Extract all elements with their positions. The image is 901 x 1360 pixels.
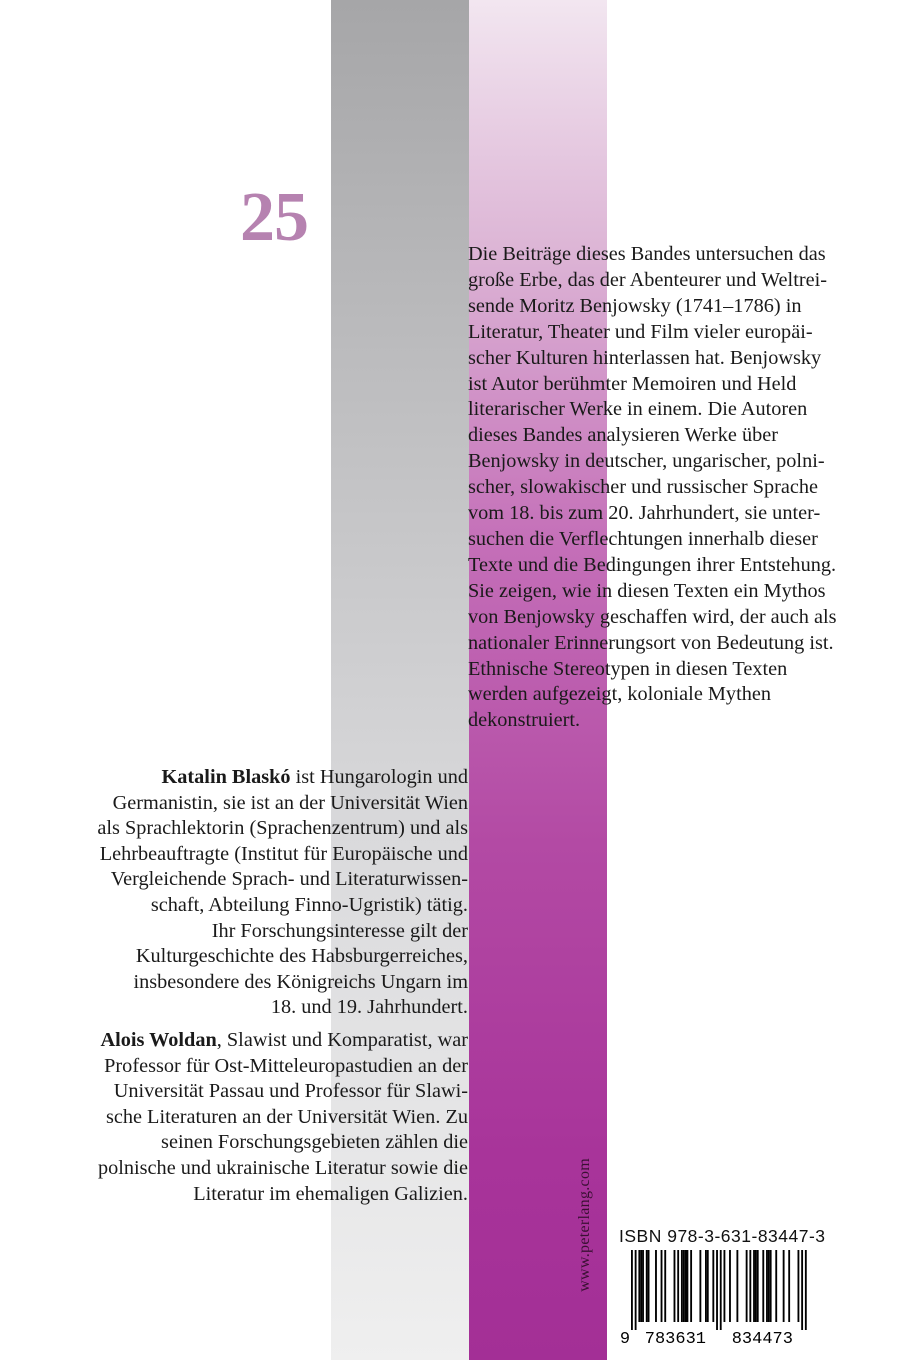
description-line: große Erbe, das der Abenteurer und Weltrei- <box>468 268 827 291</box>
bio-line: als Sprachlektorin (Sprachenzentrum) und als <box>97 817 468 840</box>
bio-line: Germanistin, sie ist an der Universität Wien <box>112 791 468 814</box>
barcode-bar <box>805 1250 807 1330</box>
description-line: Literatur, Theater und Film vieler europäi- <box>468 320 813 343</box>
description-line: literarischer Werke in einem. Die Autoren <box>468 398 808 421</box>
description-line: Benjowsky in deutscher, ungarischer, polni- <box>468 450 825 473</box>
barcode-bar <box>640 1250 642 1322</box>
barcode-bar <box>768 1250 770 1322</box>
bio-line: Vergleichende Sprach- und Literaturwissen- <box>110 868 468 891</box>
description-line: von Benjowsky geschaffen wird, der auch als <box>468 605 837 628</box>
description-line: scher, slowakischer und russischer Sprache <box>468 476 819 499</box>
bio-first-line <box>60 1028 468 1054</box>
bio-text: , Slawist und Komparatist, war <box>216 1028 468 1051</box>
barcode-bar <box>635 1250 637 1330</box>
barcode-bar <box>638 1250 640 1322</box>
barcode-bar <box>749 1250 751 1322</box>
bio-first-line <box>60 765 468 791</box>
barcode-bar <box>716 1250 718 1330</box>
barcode-bar <box>664 1250 666 1322</box>
bio-line: insbesondere des Königreichs Ungarn im <box>133 970 468 993</box>
barcode-bar <box>783 1250 785 1322</box>
barcode-bar <box>736 1250 738 1322</box>
barcode-bar <box>674 1250 676 1322</box>
barcode-bar <box>683 1250 685 1322</box>
description-line: Texte und die Bedingungen ihrer Entstehung. <box>468 553 837 576</box>
barcode-bar <box>724 1250 726 1322</box>
barcode-bar <box>775 1250 777 1322</box>
bio-line: Universität Passau und Professor für Slawi- <box>113 1080 468 1103</box>
barcode-bar <box>753 1250 755 1322</box>
barcode-bar <box>661 1250 663 1322</box>
description-line: dekonstruiert. <box>468 709 581 732</box>
barcode-bar <box>720 1250 722 1330</box>
barcode-bar <box>642 1250 644 1322</box>
isbn-barcode-block <box>619 1226 826 1346</box>
book-description <box>468 242 868 734</box>
bio-line: seinen Forschungsgebieten zählen die <box>161 1131 468 1154</box>
author-bio-woldan <box>60 1028 468 1207</box>
barcode-bar <box>705 1250 707 1322</box>
barcode-digits: 9 <box>619 1330 631 1346</box>
author-bios <box>60 765 468 1207</box>
description-line: scher Kulturen hinterlassen hat. Benjowsky <box>468 346 822 369</box>
isbn-label: ISBN 978-3-631-83447-3 <box>619 1226 826 1246</box>
barcode-bar <box>801 1250 803 1330</box>
barcode-bar <box>690 1250 692 1322</box>
bio-line: Ihr Forschungsinteresse gilt der <box>211 919 468 942</box>
description-line: vom 18. bis zum 20. Jahrhundert, sie unter- <box>468 502 821 525</box>
bio-line: polnische und ukrainische Literatur sowie die <box>97 1156 468 1179</box>
description-line: nationaler Erinnerungsort von Bedeutung ist. <box>468 631 834 654</box>
barcode <box>619 1250 815 1346</box>
barcode-digits: 783631 <box>644 1330 707 1346</box>
bio-line: schaft, Abteilung Finno-Ugristik) tätig. <box>150 893 468 916</box>
bio-line: Kulturgeschichte des Habsburgerreiches, <box>135 945 468 968</box>
barcode-bar <box>648 1250 650 1322</box>
barcode-bar <box>646 1250 648 1322</box>
barcode-bar <box>755 1250 757 1322</box>
description-line: Ethnische Stereotypen in diesen Texten <box>468 657 788 680</box>
description-line: Sie zeigen, wie in diesen Texten ein Mythos <box>468 579 826 602</box>
barcode-bar <box>677 1250 679 1322</box>
barcode-bar <box>707 1250 709 1322</box>
bio-text: ist Hungarologin und <box>290 766 468 788</box>
description-line: dieses Bandes analysieren Werke über <box>468 424 778 447</box>
barcode-bar <box>770 1250 772 1322</box>
barcode-bar <box>712 1250 714 1322</box>
barcode-bar <box>687 1250 689 1322</box>
series-number: 25 <box>240 179 308 256</box>
barcode-bar <box>757 1250 759 1322</box>
bio-line: Literatur im ehemaligen Galizien. <box>193 1182 468 1205</box>
barcode-bar <box>699 1250 701 1322</box>
bio-line: sche Literaturen an der Universität Wien. Zu <box>105 1105 468 1128</box>
bio-line: Lehrbeauftragte (Institut für Europäische und <box>99 842 468 865</box>
barcode-bar <box>766 1250 768 1322</box>
description-line: sende Moritz Benjowsky (1741–1786) in <box>468 294 802 317</box>
description-line: ist Autor berühmter Memoiren und Held <box>468 372 797 395</box>
description-line: werden aufgezeigt, koloniale Mythen <box>468 683 771 706</box>
bio-line: 18. und 19. Jahrhundert. <box>270 996 468 1019</box>
author-bio-blasko <box>60 765 468 1021</box>
barcode-bar <box>729 1250 731 1322</box>
publisher-website: www.peterlang.com <box>576 1158 593 1292</box>
author-name: Alois Woldan <box>100 1028 217 1051</box>
barcode-bar <box>681 1250 683 1322</box>
barcode-digits: 834473 <box>731 1330 793 1346</box>
barcode-bar <box>746 1250 748 1322</box>
author-name: Katalin Blaskó <box>161 766 291 788</box>
barcode-bar <box>631 1250 633 1330</box>
barcode-bar <box>762 1250 764 1322</box>
description-line: suchen die Verflechtungen innerhalb dieser <box>468 527 818 550</box>
description-line: Die Beiträge dieses Bandes untersuchen das <box>468 243 826 265</box>
barcode-bar <box>655 1250 657 1322</box>
barcode-bar <box>798 1250 800 1322</box>
barcode-bar <box>685 1250 687 1322</box>
barcode-bar <box>788 1250 790 1322</box>
bio-line: Professor für Ost-Mitteleuropastudien an der <box>104 1054 468 1077</box>
